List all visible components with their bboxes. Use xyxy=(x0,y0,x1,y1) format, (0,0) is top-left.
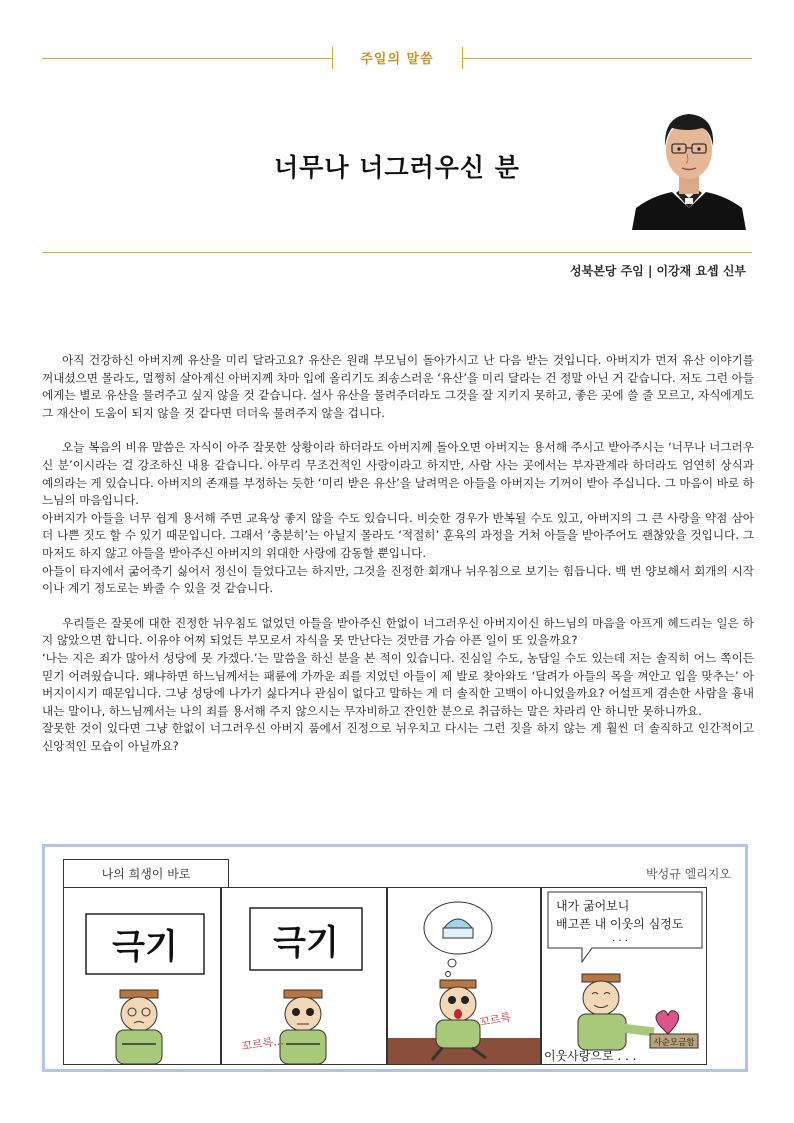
comic-panel-1 xyxy=(63,887,221,1065)
paragraph: 우리들은 잘못에 대한 진정한 뉘우침도 없었던 아들을 받아주신 한없이 너그러우신 아버지이신 하느님의 마음을 아프게 헤드리는 일은 하지 않았으면 합니다. 이유야 어찌 되었든 부모로서 자식을 못 만난다는 것만큼 가슴 아픈 일이 또 있을까요? xyxy=(42,615,754,648)
comic-panel-3 xyxy=(387,887,541,1065)
author-portrait xyxy=(632,98,746,230)
speech-bubble xyxy=(548,892,702,962)
speech-line-2: 배고픈 내 이웃의 심정도 xyxy=(556,917,684,931)
comic-strip xyxy=(42,844,748,1072)
character xyxy=(116,990,162,1064)
paragraph: 아들이 타지에서 굶어죽기 싫어서 정신이 들었다고는 하지만, 그것을 진정한 회개나 뉘우침으로 보기는 힘듭니다. 백 번 양보해서 회개의 시작이나 계기 정도로는 봐줄 수 있을 것 같습니다. xyxy=(42,563,754,596)
comic-caption: 이웃사랑으로 . . . xyxy=(544,1049,637,1063)
header-rule-right xyxy=(462,58,752,59)
sign-text: 극기 xyxy=(273,923,339,963)
character xyxy=(280,990,326,1064)
paragraph: 오늘 복음의 비유 말씀은 자식이 아주 잘못한 상황이라 하더라도 아버지께 돌아오면 아버지는 용서해 주시고 받아주시는 ‘너무나 너그러우신 분’이시라는 걸 강조하신 내용 같습니다. 아무리 무조건적인 사랑이라고 하지만, 사람 사는 곳에서는 부자관계라 하더라도 엄연히 상식과 예의라는 게 있습니다. 아버지의 존재를 부정하는 듯한 ‘미리 받은 유산’을 날려먹은 아들을 아버지는 기꺼이 받아 주십니다. 그 마음이 바로 하느님의 마음입니다. xyxy=(42,440,754,508)
article-body xyxy=(42,352,754,755)
paragraph: 잘못한 것이 있다면 그냥 한없이 너그러우신 아버지 품에서 진정으로 뉘우치고 다시는 그런 짓을 하지 않는 게 훨씬 더 솔직하고 인간적이고 신앙적인 모습이 아닐까요? xyxy=(42,721,754,753)
comic-title: 나의 희생이 바로 xyxy=(63,859,229,888)
header-separator xyxy=(42,252,752,253)
sign-text: 극기 xyxy=(112,927,178,967)
section-title: 주일의 말씀 xyxy=(360,52,434,67)
paragraph: 아버지가 아들을 너무 쉽게 용서해 주면 교육상 좋지 않을 수도 있습니다. 비슷한 경우가 반복될 수도 있고, 아버지의 그 큰 사랑을 약점 삼아 더 나쁜 짓도 할 수 있기 때문입니다. 그래서 ‘충분히’는 아닐지 몰라도 ‘적절히’ 훈육의 과정을 거쳐 아들을 받아주어도 괜찮았을 것입니다. 그마저도 하지 않고 아들을 받아주신 아버지의 위대한 사랑에 감동할 뿐입니다. xyxy=(42,510,754,560)
page-title: 너무나 너그러우신 분 xyxy=(274,153,520,182)
paragraph: ‘나는 지은 죄가 많아서 성당에 못 가겠다.’는 말씀을 하신 분을 본 적이 있습니다. 진심일 수도, 농담일 수도 있는데 저는 솔직히 어느 쪽이든 믿기 어려웠습니다. 왜냐하면 하느님께서는 패륜에 가까운 죄를 지었던 아들이 제 발로 찾아와도 ‘달려가 아들의 목을 껴안고 입을 맞추는’ 아버지이시기 때문입니다. 그냥 성당에 나가기 싫다거나 관심이 없다고 말하는 게 더 솔직한 고백이 아니었을까요? 어설프게 겸손한 사람을 흉내 내는 말이나, 하느님께서는 나의 죄를 용서해 주지 않으시는 무자비하고 잔인한 분으로 취급하는 말은 차라리 안 하니만 못하니까요. xyxy=(42,650,754,718)
heart-icon xyxy=(656,1011,679,1034)
comic-panel-2 xyxy=(221,887,387,1065)
sound-effect: 꼬르륵... xyxy=(240,1034,285,1053)
thought-bubble xyxy=(424,902,492,977)
header-rule-left xyxy=(42,58,332,59)
speech-dots: · · · xyxy=(612,936,628,947)
donation-box-label: 사순모금함 xyxy=(653,1038,695,1048)
author-byline: 성북본당 주임 | 이강재 요셉 신부 xyxy=(570,264,746,278)
comic-panel-4 xyxy=(541,887,707,1065)
character xyxy=(578,974,654,1050)
comic-author: 박성규 엘리지오 xyxy=(646,867,731,881)
sound-effect: 꼬르륵 xyxy=(478,1010,512,1029)
paragraph: 아직 건강하신 아버지께 유산을 미리 달라고요? 유산은 원래 부모님이 돌아가시고 난 다음 받는 것입니다. 아버지가 먼저 유산 이야기를 꺼내셨으면 몰라도, 멀쩡히 살아계신 아버지께 차마 입에 올리기도 죄송스러운 ‘유산’을 미리 달라는 건 정말 아닌 거 같습니다. 저도 그런 아들에게는 별로 유산을 물려주고 싶지 않을 것 같습니다. 설사 유산을 물려주더라도 그것을 잘 지키지 못하고, 좋은 곳에 쓸 줄 모르고, 자식에게도 그 재산이 도움이 되지 않을 것 같다면 더더욱 물려주지 않을 겁니다. xyxy=(42,353,754,420)
speech-line-1: 내가 굶어보니 xyxy=(556,899,630,913)
